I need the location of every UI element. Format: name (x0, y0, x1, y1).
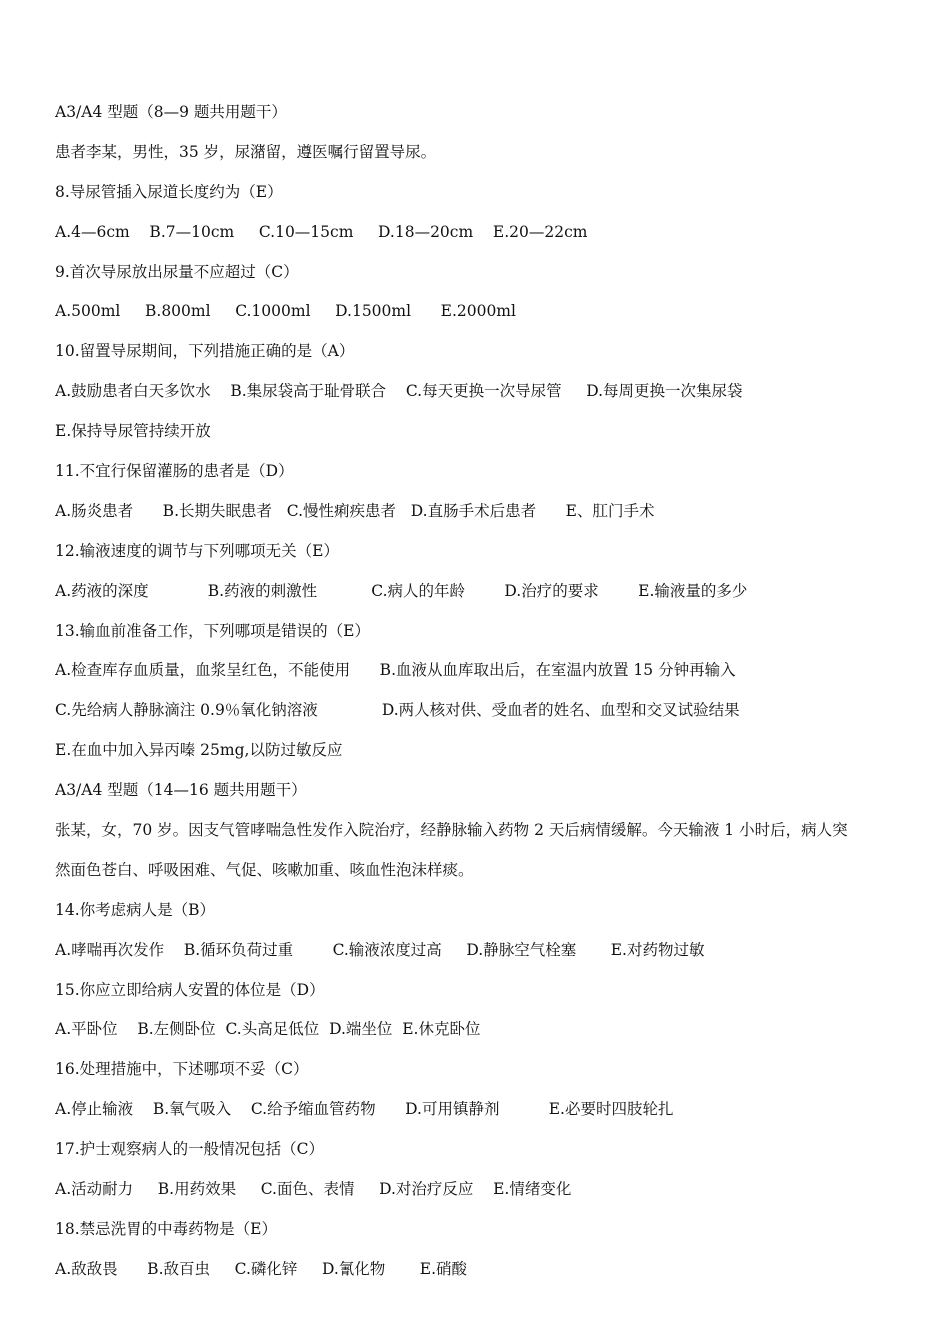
question-16: 16.处理措施中，下述哪项不妥（C） (55, 1060, 309, 1079)
question-13-options-ab: A.检查库存血质量，血浆呈红色，不能使用 B.血液从血库取出后，在室温内放置 15 分钟再输入 (55, 661, 736, 680)
question-12-options: A.药液的深度 B.药液的刺激性 C.病人的年龄 D.治疗的要求 E.输液量的多少 (55, 581, 748, 600)
question-17-options: A.活动耐力 B.用药效果 C.面色、表情 D.对治疗反应 E.情绪变化 (55, 1180, 572, 1199)
question-13: 13.输血前准备工作，下列哪项是错误的（E） (55, 621, 370, 640)
question-10-options: A.鼓励患者白天多饮水 B.集尿袋高于耻骨联合 C.每天更换一次导尿管 D.每周更换一次集尿袋 (55, 382, 743, 401)
question-15: 15.你应立即给病人安置的体位是（D） (55, 980, 325, 999)
question-12: 12.输液速度的调节与下列哪项无关（E） (55, 541, 339, 560)
question-8: 8.导尿管插入尿道长度约为（E） (55, 182, 283, 201)
document-body (55, 99, 915, 1296)
question-10: 10.留置导尿期间，下列措施正确的是（A） (55, 342, 355, 361)
question-13-options-cd: C.先给病人静脉滴注 0.9％氧化钠溶液 D.两人核对供、受血者的姓名、血型和交叉试验结果 (55, 701, 740, 720)
question-9-options: A.500ml B.800ml C.1000ml D.1500ml E.2000ml (55, 302, 516, 321)
question-9: 9.首次导尿放出尿量不应超过（C） (55, 262, 299, 281)
question-13-options-e: E.在血中加入异丙嗪 25mg,以防过敏反应 (55, 741, 343, 760)
question-18-options: A.敌敌畏 B.敌百虫 C.磷化锌 D.氰化物 E.硝酸 (55, 1259, 468, 1278)
case-stem: 患者李某，男性，35 岁，尿潴留，遵医嘱行留置导尿。 (55, 142, 437, 161)
question-16-options: A.停止输液 B.氧气吸入 C.给予缩血管药物 D.可用镇静剂 E.必要时四肢轮扎 (55, 1100, 674, 1119)
question-14-options: A.哮喘再次发作 B.循环负荷过重 C.输液浓度过高 D.静脉空气栓塞 E.对药物过敏 (55, 940, 705, 959)
question-17: 17.护士观察病人的一般情况包括（C） (55, 1140, 325, 1159)
case-stem: 张某，女，70 岁。因支气管哮喘急性发作入院治疗，经静脉输入药物 2 天后病情缓解。今天输液 1 小时后，病人突 (55, 821, 848, 840)
question-15-options: A.平卧位 B.左侧卧位 C.头高足低位 D.端坐位 E.休克卧位 (55, 1020, 481, 1039)
section-heading: A3/A4 型题（14—16 题共用题干） (55, 781, 307, 800)
question-18: 18.禁忌洗胃的中毒药物是（E） (55, 1219, 277, 1238)
question-8-options: A.4—6cm B.7—10cm C.10—15cm D.18—20cm E.20—22cm (55, 222, 588, 241)
question-11-options: A.肠炎患者 B.长期失眠患者 C.慢性痢疾患者 D.直肠手术后患者 E、肛门手术 (55, 501, 655, 520)
case-stem-cont: 然面色苍白、呼吸困难、气促、咳嗽加重、咳血性泡沫样痰。 (55, 860, 474, 879)
section-heading: A3/A4 型题（8—9 题共用题干） (55, 103, 287, 121)
question-11: 11.不宜行保留灌肠的患者是（D） (55, 462, 294, 481)
question-10-options-cont: E.保持导尿管持续开放 (55, 422, 211, 441)
question-14: 14.你考虑病人是（B） (55, 900, 216, 919)
